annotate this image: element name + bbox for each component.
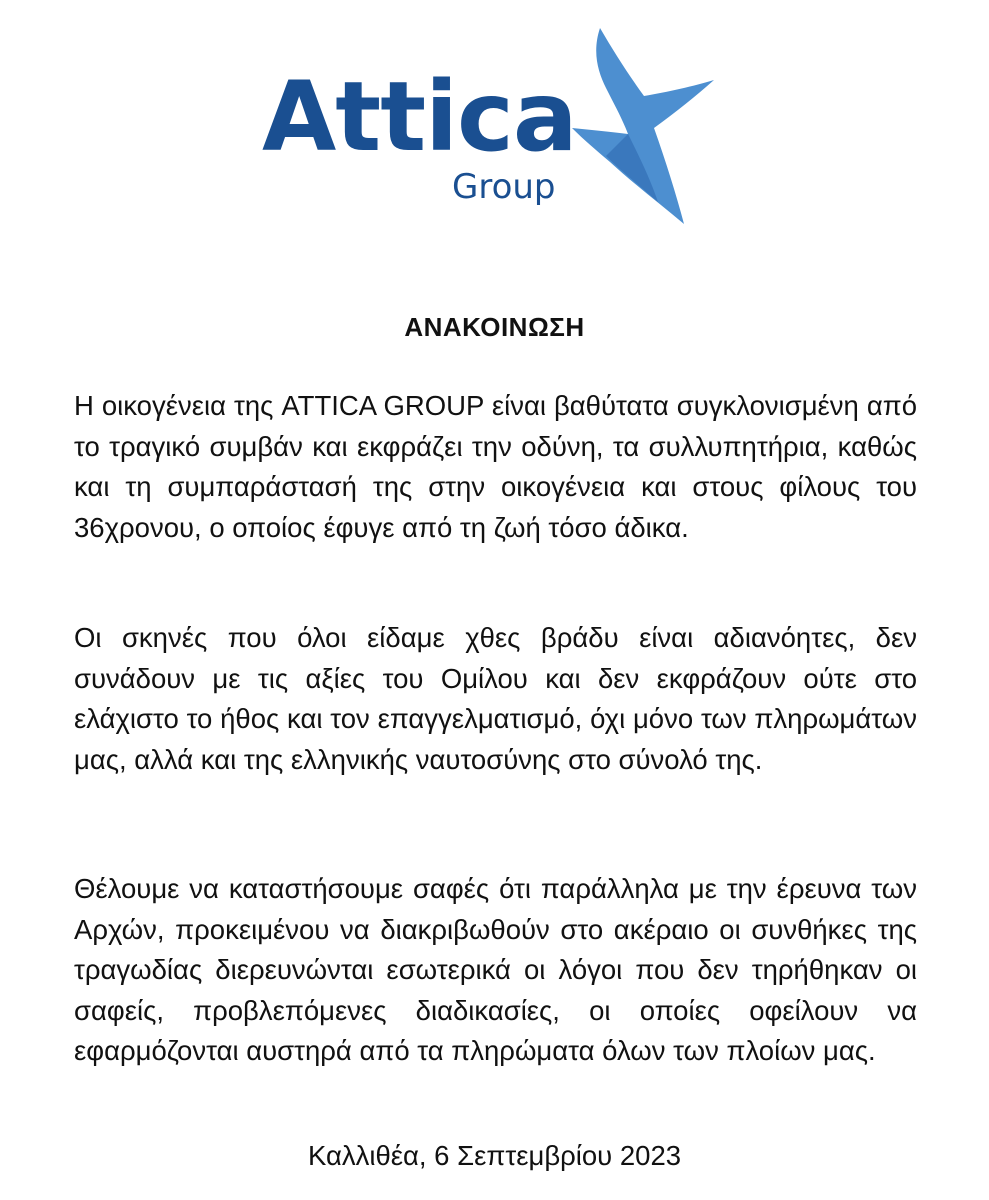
logo-wordmark: Attica xyxy=(262,61,577,173)
logo-star-icon xyxy=(572,28,714,224)
attica-group-logo xyxy=(262,22,732,237)
paragraph-condolences: Η οικογένεια της ATTICA GROUP είναι βαθύτατα συγκλονισμένη από το τραγικό συμβάν και εκφράζει την οδύνη, τα συλλυπητήρια, καθώς και τη συμπαράστασή της στην οικογένεια και στους φίλους του 36χρονου, ο οποίος έφυγε από τη ζωή τόσο άδικα. xyxy=(74,390,917,543)
paragraph-investigation: Θέλουμε να καταστήσουμε σαφές ότι παράλληλα με την έρευνα των Αρχών, προκειμένου να διακριβωθούν στο ακέραιο οι συνθήκες της τραγωδίας διερευνώνται εσωτερικά οι λόγοι που δεν τηρήθηκαν οι σαφείς, προβλεπόμενες διαδικασίες, οι οποίες οφείλουν να εφαρμόζονται αυστηρά από τα πληρώματα όλων των πλοίων μας. xyxy=(74,873,917,1066)
paragraph-values: Οι σκηνές που όλοι είδαμε χθες βράδυ είναι αδιανόητες, δεν συνάδουν με τις αξίες του Ομίλου και δεν εκφράζουν ούτε στο ελάχιστο το ήθος και τον επαγγελματισμό, όχι μόνο των πληρωμάτων μας, αλλά και της ελληνικής ναυτοσύνης στο σύνολό της. xyxy=(74,622,917,775)
place-and-date: Καλλιθέα, 6 Σεπτεμβρίου 2023 xyxy=(307,1140,682,1171)
logo-subtitle: Group xyxy=(452,167,556,207)
attica-group-logo-graphic xyxy=(262,22,732,237)
announcement-title: ΑΝΑΚΟΙΝΩΣΗ xyxy=(404,312,585,342)
